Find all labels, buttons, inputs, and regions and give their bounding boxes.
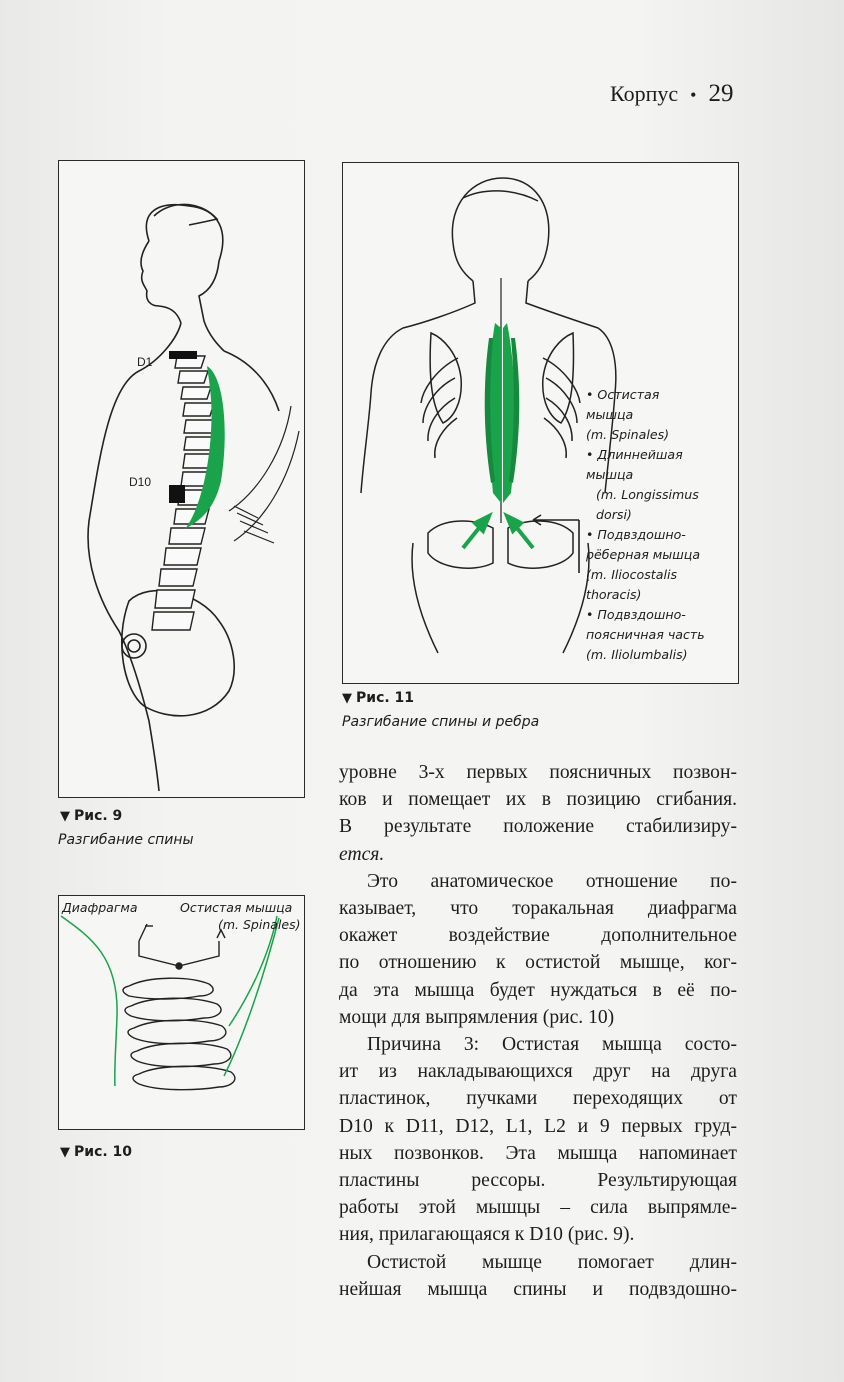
text-line: мощи для выпрямления (рис. 10)	[339, 1006, 615, 1028]
text-line: работы этой мышцы – сила выпрямле-	[339, 1197, 737, 1219]
legend-line: мышца	[586, 467, 634, 482]
legend-item-iliocostalis	[586, 525, 736, 605]
body-text	[339, 759, 737, 1303]
figure-9-caption-title	[60, 808, 122, 824]
text-line: D10 к D11, D12, L1, L2 и 9 первых груд-	[339, 1115, 737, 1137]
text-line: Остистой мышце помогает длин-	[367, 1251, 737, 1273]
legend-line: • Длиннейшая	[586, 447, 683, 462]
figure-10-caption-title	[60, 1144, 132, 1160]
legend-line: рёберная мышца	[586, 547, 701, 562]
legend-line: thoracis)	[586, 587, 642, 602]
legend-line: • Остистая	[586, 387, 660, 402]
figure-9-number: Рис. 9	[74, 808, 123, 824]
page-number: 29	[708, 80, 734, 107]
section-title: Корпус	[610, 81, 679, 106]
running-header	[610, 80, 740, 114]
legend-line: • Подвздошно-	[586, 527, 686, 542]
muscle-legend	[586, 385, 736, 665]
caption-triangle-icon: ▼	[60, 809, 70, 824]
figure-9-caption-text: Разгибание спины	[58, 832, 194, 848]
caption-triangle-icon: ▼	[60, 1145, 70, 1160]
legend-line: • Подвздошно-	[586, 607, 686, 622]
text-line: ков и помещает их в позицию сгибания.	[339, 789, 737, 811]
legend-item-longissimus	[586, 445, 736, 485]
spinalis-label: Остистая мышца	[180, 900, 293, 915]
legend-line: dorsi)	[596, 507, 632, 522]
spinalis-latin-label: (m. Spinales)	[218, 917, 301, 932]
text-line: ется.	[339, 843, 385, 865]
figure-11-caption-text: Разгибание спины и ребра	[342, 714, 540, 730]
text-line: В результате положение стабилизиру-	[339, 816, 737, 838]
legend-line: (m. Iliolumbalis)	[586, 647, 688, 662]
text-line: казывает, что торакальная диафрагма	[339, 898, 737, 920]
figure-11-caption-title	[342, 690, 414, 706]
figure-9-illustration	[59, 161, 304, 797]
text-line: ния, прилагающаяся к D10 (рис. 9).	[339, 1224, 635, 1246]
legend-line: поясничная часть	[586, 627, 705, 642]
text-line: Это анатомическое отношение по-	[367, 870, 737, 892]
caption-triangle-icon: ▼	[342, 691, 352, 706]
figure-11-number: Рис. 11	[356, 690, 415, 706]
text-line: уровне 3-х первых поясничных позвон-	[339, 762, 737, 783]
text-line: пластинок, пучками переходящих от	[339, 1088, 737, 1110]
d1-label: D1	[137, 355, 153, 369]
figure-9	[58, 160, 305, 798]
diaphragm-label: Диафрагма	[62, 900, 138, 915]
text-line: ит из накладывающихся друг на друга	[339, 1061, 737, 1083]
legend-line: мышца	[586, 407, 634, 422]
legend-line: (m. Longissimus	[596, 487, 699, 502]
text-line: нейшая мышца спины и подвздошно-	[339, 1278, 737, 1300]
text-line: да эта мышца будет нуждаться в её по-	[339, 979, 737, 1001]
legend-item-iliolumbalis	[586, 605, 736, 665]
legend-line: (m. Spinales)	[586, 427, 670, 442]
text-line: Причина 3: Остистая мышца состо-	[367, 1034, 737, 1056]
legend-item-longissimus-latin	[586, 485, 736, 525]
text-line: ных позвонков. Эта мышца напоминает	[339, 1142, 737, 1164]
d10-label: D10	[129, 475, 152, 489]
text-line: окажет воздействие дополнительное	[339, 925, 737, 947]
header-separator: •	[690, 85, 697, 105]
figure-10-number: Рис. 10	[74, 1144, 133, 1160]
legend-item-spinalis	[586, 385, 736, 445]
text-line: по отношению к остистой мышце, ког-	[339, 952, 737, 974]
legend-line: (m. Iliocostalis	[586, 567, 678, 582]
text-line: пластины рессоры. Результирующая	[339, 1170, 737, 1192]
